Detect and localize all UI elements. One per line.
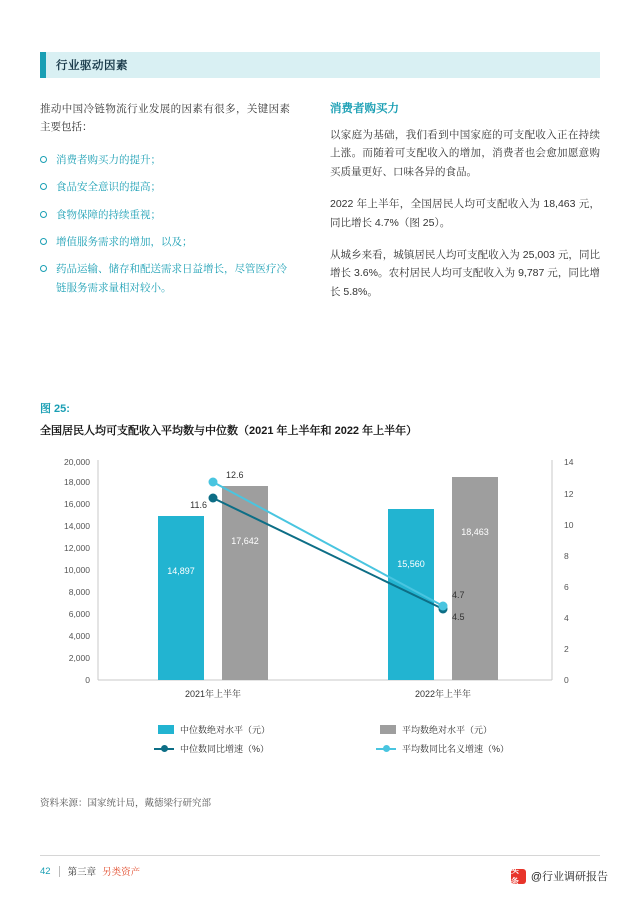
point-median-growth-2021 <box>209 494 218 503</box>
list-item-label: 消费者购买力的提升； <box>56 153 161 166</box>
list-item <box>40 233 290 251</box>
point-average-growth-2021 <box>209 478 218 487</box>
bullet-circle-icon <box>40 183 47 190</box>
chart-area <box>40 452 600 717</box>
intro-paragraph: 推动中国冷链物流行业发展的因素有很多，关键因素主要包括： <box>40 103 290 134</box>
right-paragraph-2: 2022 年上半年，全国居民人均可支配收入为 18,463 元，同比增长 4.7%（图 25）。 <box>330 198 600 229</box>
list-item-label: 增值服务需求的增加，以及； <box>56 235 193 248</box>
point-average-growth-2022 <box>439 602 448 611</box>
y-axis-left <box>64 457 90 685</box>
list-item <box>40 260 290 297</box>
legend-item-average-line <box>376 742 509 755</box>
svg-text:0: 0 <box>564 675 569 685</box>
section-header-title: 行业驱动因素 <box>56 60 128 72</box>
svg-text:12: 12 <box>564 489 574 499</box>
point-label-average-2021: 12.6 <box>226 470 244 480</box>
section-header-accent-bar <box>40 52 46 78</box>
legend-item-median-line <box>154 742 269 755</box>
chapter-label: 第三章 <box>67 867 97 878</box>
legend-item-median-bar <box>158 723 270 736</box>
legend-label: 中位数同比增速（%） <box>180 744 270 754</box>
income-chart <box>40 452 600 717</box>
bar-average-2021 <box>222 486 268 680</box>
bar-average-2022 <box>452 477 498 680</box>
bar-label-average-2022: 18,463 <box>461 527 489 537</box>
point-label-median-2022: 4.5 <box>452 612 465 622</box>
legend-item-average-bar <box>380 723 492 736</box>
section-header <box>40 52 600 78</box>
chart-legend <box>40 723 600 761</box>
page-number: 42 <box>40 865 51 877</box>
svg-text:6: 6 <box>564 582 569 592</box>
svg-text:10: 10 <box>564 520 574 530</box>
legend-swatch-icon <box>158 725 174 734</box>
category-label-2022: 2022年上半年 <box>414 689 472 699</box>
bullet-circle-icon <box>40 211 47 218</box>
svg-text:6,000: 6,000 <box>68 609 90 619</box>
right-column <box>330 100 600 315</box>
figure-source: 资料来源：国家统计局，戴德梁行研究部 <box>40 798 212 809</box>
svg-text:0: 0 <box>85 675 90 685</box>
bar-label-average-2021: 17,642 <box>231 536 259 546</box>
list-item-label: 食物保障的持续重视； <box>56 208 161 221</box>
figure-title: 全国居民人均可支配收入平均数与中位数（2021 年上半年和 2022 年上半年） <box>40 425 418 437</box>
footer <box>40 864 140 878</box>
list-item-label: 药品运输、储存和配送需求日益增长，尽管医疗冷链服务需求量相对较小。 <box>56 263 287 294</box>
footer-separator <box>59 866 60 877</box>
legend-line-icon <box>154 744 174 754</box>
figure-25 <box>40 400 600 761</box>
footer-divider <box>40 855 600 856</box>
list-item <box>40 151 290 169</box>
svg-text:8: 8 <box>564 551 569 561</box>
bar-median-2021 <box>158 516 204 680</box>
list-item <box>40 178 290 196</box>
toutiao-badge-icon: 头条 <box>511 869 526 884</box>
bar-label-median-2022: 15,560 <box>397 559 425 569</box>
category-label-2021: 2021年上半年 <box>184 689 242 699</box>
bar-label-median-2021: 14,897 <box>167 566 195 576</box>
svg-text:16,000: 16,000 <box>64 499 90 509</box>
subsection-heading: 消费者购买力 <box>330 103 399 115</box>
point-label-average-2022: 4.7 <box>452 590 465 600</box>
legend-label: 平均数绝对水平（元） <box>402 725 493 735</box>
svg-text:14,000: 14,000 <box>64 521 90 531</box>
list-item-label: 食品安全意识的提高； <box>56 181 161 194</box>
right-paragraph-3: 从城乡来看，城镇居民人均可支配收入为 25,003 元，同比增长 3.6%。农村居民人均可支配收入为 9,787 元，同比增长 5.8%。 <box>330 248 600 298</box>
watermark-text: @行业调研报告 <box>530 871 608 883</box>
svg-text:12,000: 12,000 <box>64 543 90 553</box>
left-column <box>40 100 290 306</box>
legend-swatch-icon <box>380 725 396 734</box>
driver-factors-list <box>40 151 290 297</box>
svg-text:4: 4 <box>564 613 569 623</box>
svg-text:20,000: 20,000 <box>64 457 90 467</box>
y-axis-right <box>564 457 574 685</box>
chapter-name: 另类资产 <box>102 867 141 878</box>
bullet-circle-icon <box>40 238 47 245</box>
bullet-circle-icon <box>40 156 47 163</box>
svg-text:8,000: 8,000 <box>68 587 90 597</box>
svg-text:10,000: 10,000 <box>64 565 90 575</box>
right-paragraph-1: 以家庭为基础，我们看到中国家庭的可支配收入正在持续上涨。而随着可支配收入的增加，消费者也会愈加愿意购买质量更好、口味各异的食品。 <box>330 129 600 178</box>
bullet-circle-icon <box>40 265 47 272</box>
legend-label: 平均数同比名义增速（%） <box>402 744 510 754</box>
point-label-median-2021: 11.6 <box>190 500 207 510</box>
svg-text:2: 2 <box>564 644 569 654</box>
svg-text:18,000: 18,000 <box>64 477 90 487</box>
svg-text:14: 14 <box>564 457 574 467</box>
figure-label: 图 25: <box>40 403 70 415</box>
legend-line-icon <box>376 744 396 754</box>
watermark <box>511 868 608 884</box>
svg-text:4,000: 4,000 <box>68 631 90 641</box>
svg-text:2,000: 2,000 <box>68 653 90 663</box>
list-item <box>40 206 290 224</box>
legend-label: 中位数绝对水平（元） <box>180 725 271 735</box>
